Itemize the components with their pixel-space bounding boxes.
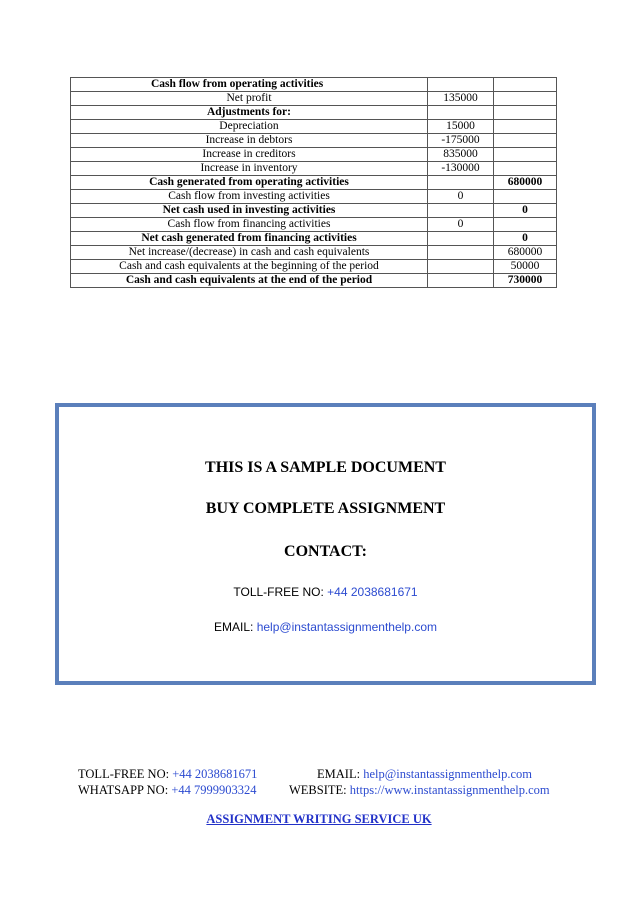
box-email-label: EMAIL: (214, 620, 257, 634)
row-total (494, 162, 557, 176)
row-label: Net cash generated from financing activities (71, 232, 428, 246)
row-amount: 135000 (428, 92, 494, 106)
footer-website-link[interactable]: https://www.instantassignmenthelp.com (349, 783, 550, 797)
row-amount (428, 232, 494, 246)
row-amount (428, 260, 494, 274)
row-amount: 0 (428, 218, 494, 232)
row-label: Increase in inventory (71, 162, 428, 176)
row-total: 0 (494, 232, 557, 246)
table-row (71, 134, 557, 148)
table-row (71, 92, 557, 106)
footer-whatsapp-label: WHATSAPP NO: (78, 783, 172, 797)
contact-heading: CONTACT: (284, 543, 367, 560)
row-label: Net cash used in investing activities (71, 204, 428, 218)
row-label: Net profit (71, 92, 428, 106)
footer-tollfree-label: TOLL-FREE NO: (78, 767, 173, 781)
row-label: Cash flow from operating activities (71, 78, 428, 92)
table-row (71, 176, 557, 190)
box-email-line (59, 620, 592, 634)
cash-flow-table (70, 77, 557, 288)
box-tollfree-label: TOLL-FREE NO: (233, 585, 328, 599)
row-label: Increase in creditors (71, 148, 428, 162)
row-amount (428, 246, 494, 260)
row-total: 730000 (494, 274, 557, 288)
row-total (494, 78, 557, 92)
box-tollfree-number[interactable]: +44 2038681671 (327, 585, 418, 599)
table-row (71, 274, 557, 288)
table-row (71, 190, 557, 204)
row-amount (428, 204, 494, 218)
table-row (71, 106, 557, 120)
row-amount (428, 176, 494, 190)
box-tollfree-line (59, 585, 592, 599)
sample-document-heading: THIS IS A SAMPLE DOCUMENT (205, 459, 446, 476)
buy-assignment-heading: BUY COMPLETE ASSIGNMENT (205, 500, 446, 517)
row-label: Increase in debtors (71, 134, 428, 148)
table-row (71, 232, 557, 246)
row-label: Depreciation (71, 120, 428, 134)
table-row (71, 218, 557, 232)
sample-document-box (55, 403, 596, 685)
box-email-link[interactable]: help@instantassignmenthelp.com (256, 620, 437, 634)
table-row (71, 120, 557, 134)
row-total (494, 120, 557, 134)
table-row (71, 78, 557, 92)
row-total (494, 92, 557, 106)
footer-tollfree-number[interactable]: +44 2038681671 (172, 767, 258, 781)
row-total (494, 190, 557, 204)
table-row (71, 246, 557, 260)
row-amount: 835000 (428, 148, 494, 162)
table-row (71, 260, 557, 274)
row-label: Cash flow from financing activities (71, 218, 428, 232)
row-total: 680000 (494, 246, 557, 260)
row-total (494, 106, 557, 120)
row-total (494, 218, 557, 232)
row-total: 0 (494, 204, 557, 218)
row-total: 50000 (494, 260, 557, 274)
row-label: Cash and cash equivalents at the beginning of the period (71, 260, 428, 274)
row-amount (428, 274, 494, 288)
row-label: Cash generated from operating activities (71, 176, 428, 190)
footer-email-link[interactable]: help@instantassignmenthelp.com (363, 767, 532, 781)
footer-website (289, 783, 550, 798)
row-label: Adjustments for: (71, 106, 428, 120)
row-label: Net increase/(decrease) in cash and cash equivalents (71, 246, 428, 260)
table-row (71, 204, 557, 218)
cash-flow-table-body (71, 78, 557, 288)
row-label: Cash and cash equivalents at the end of the period (71, 274, 428, 288)
row-total (494, 134, 557, 148)
footer-email-label: EMAIL: (317, 767, 364, 781)
footer-whatsapp-number[interactable]: +44 7999903324 (171, 783, 257, 797)
row-amount: -175000 (428, 134, 494, 148)
footer-website-label: WEBSITE: (289, 783, 350, 797)
row-amount (428, 78, 494, 92)
row-total (494, 148, 557, 162)
footer-whatsapp (78, 783, 257, 798)
table-row (71, 148, 557, 162)
row-amount (428, 106, 494, 120)
row-total: 680000 (494, 176, 557, 190)
footer-email (317, 767, 532, 782)
table-row (71, 162, 557, 176)
row-amount: -130000 (428, 162, 494, 176)
footer-tollfree (78, 767, 257, 782)
row-label: Cash flow from investing activities (71, 190, 428, 204)
row-amount: 0 (428, 190, 494, 204)
row-amount: 15000 (428, 120, 494, 134)
assignment-writing-service-link[interactable]: ASSIGNMENT WRITING SERVICE UK (206, 812, 432, 826)
